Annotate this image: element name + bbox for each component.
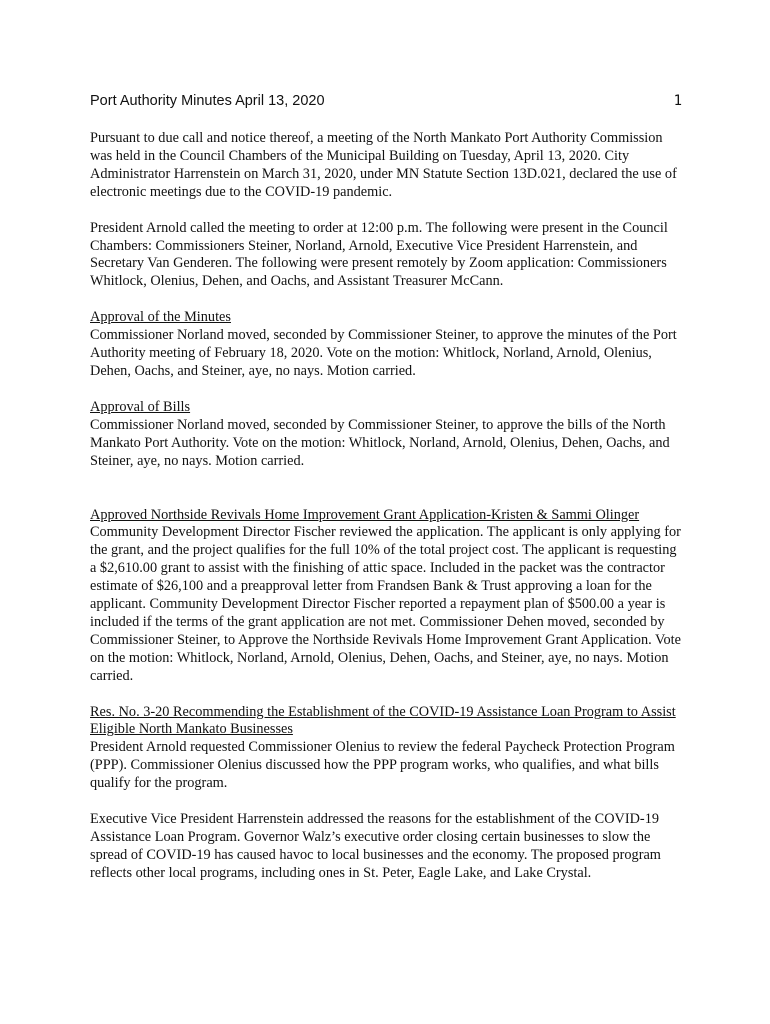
resolution-paragraph: President Arnold requested Commissioner Olenius to review the federal Paycheck Protection Program (PPP). Commissioner Olenius discussed how the PPP program works, who qualifies, and what bills qualify for the program.	[90, 739, 675, 792]
page-number: 1	[673, 93, 682, 109]
minutes-heading: Approval of the Minutes	[90, 309, 231, 326]
call-to-order-paragraph: President Arnold called the meeting to order at 12:00 p.m. The following were present in the Council Chambers: Commissioners Steiner, Norland, Arnold, Executive Vice President Harrenstein, and Secretary Van Genderen. The following were present remotely by Zoom application: Commissioners Whitlock, Olenius, Dehen, and Oachs, and Assistant Treasurer McCann.	[90, 219, 668, 290]
grant-heading: Approved Northside Revivals Home Improvement Grant Application-Kristen & Sammi Olinger	[90, 506, 640, 523]
page-header	[90, 93, 682, 113]
resolution-heading: Res. No. 3-20 Recommending the Establishment of the COVID-19 Assistance Loan Program to Assist Eligible North Mankato Businesses	[90, 703, 676, 738]
grant-paragraph: Community Development Director Fischer reviewed the application. The applicant is only applying for the grant, and the project qualifies for the full 10% of the total project cost. The applicant is requesting a $2,610.00 grant to assist with the finishing of attic space. Included in the packet was the contractor estimate of $26,100 and a preapproval letter from Frandsen Bank & Trust approving a loan for the applicant. Community Development Director Fischer reported a repayment plan of $500.00 a year is included if the terms of the grant application are not met. Commissioner Dehen moved, seconded by Commissioner Steiner, to Approve the Northside Revivals Home Improvement Grant Application. Vote on the motion: Whitlock, Norland, Arnold, Olenius, Dehen, Oachs, and Steiner, aye, no nays. Motion carried.	[90, 524, 681, 684]
document-body	[90, 130, 682, 883]
bills-heading: Approval of Bills	[90, 398, 191, 415]
intro-paragraph: Pursuant to due call and notice thereof, a meeting of the North Mankato Port Authority Commission was held in the Council Chambers of the Municipal Building on Tuesday, April 13, 2020. City Administrator Harrenstein on March 31, 2020, under MN Statute Section 13D.021, declared the use of electronic meetings due to the COVID-19 pandemic.	[90, 130, 677, 200]
resolution-paragraph-2: Executive Vice President Harrenstein addressed the reasons for the establishment of the COVID-19 Assistance Loan Program. Governor Walz’s executive order closing certain businesses to slow the spread of COVID-19 has caused havoc to local businesses and the economy. The proposed program reflects other local programs, including ones in St. Peter, Eagle Lake, and Lake Crystal.	[90, 811, 661, 881]
minutes-paragraph: Commissioner Norland moved, seconded by Commissioner Steiner, to approve the minutes of the Port Authority meeting of February 18, 2020. Vote on the motion: Whitlock, Norland, Arnold, Olenius, Dehen, Oachs, and Steiner, aye, no nays. Motion carried.	[90, 327, 677, 379]
document-title: Port Authority Minutes April 13, 2020	[90, 93, 325, 109]
bills-paragraph: Commissioner Norland moved, seconded by Commissioner Steiner, to approve the bills of the North Mankato Port Authority. Vote on the motion: Whitlock, Norland, Arnold, Olenius, Dehen, Oachs, and Steiner, aye, no nays. Motion carried.	[90, 416, 670, 469]
